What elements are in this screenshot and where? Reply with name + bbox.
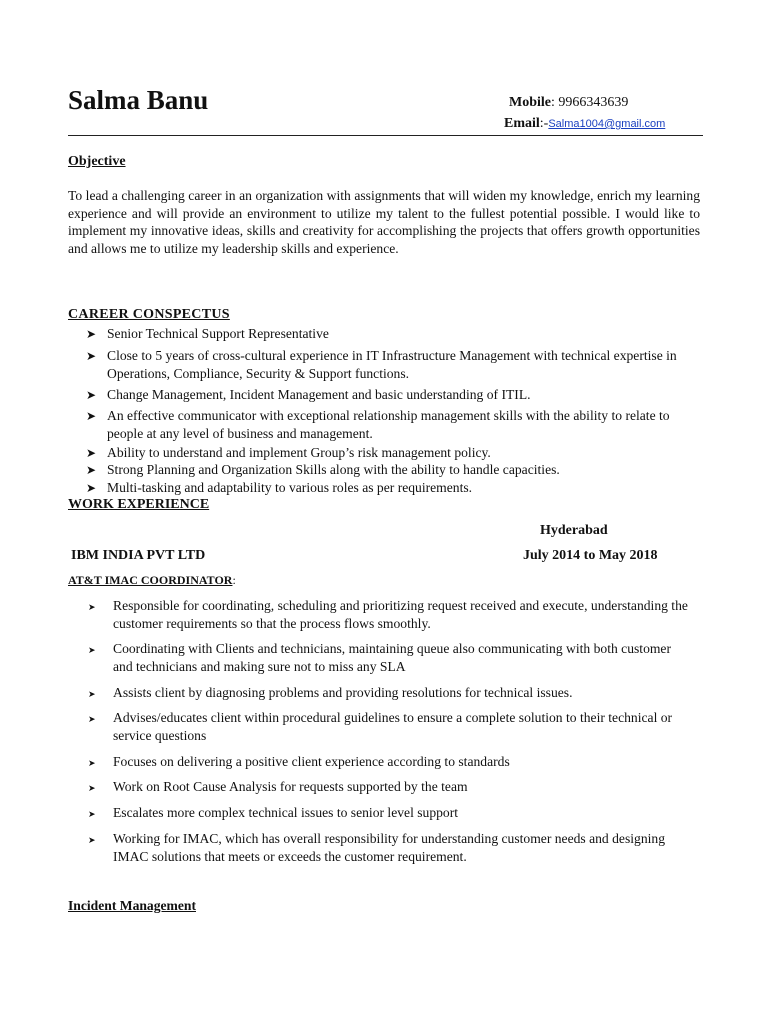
- list-item: ➤ Responsible for coordinating, scheduling and prioritizing request received and execute, understanding the customer requirements so that the process flows smoothly.: [88, 598, 688, 631]
- arrow-bullet-icon: ➤: [86, 349, 97, 363]
- list-item: ➤ Ability to understand and implement Group’s risk management policy.: [86, 445, 491, 460]
- arrow-bullet-icon: ➤: [86, 409, 97, 423]
- arrow-bullet-icon: ➤: [88, 783, 96, 793]
- list-item: ➤ Focuses on delivering a positive client experience according to standards: [88, 753, 688, 771]
- list-item: ➤ Advises/educates client within procedural guidelines to ensure a complete solution to their technical or service questions: [88, 710, 673, 743]
- list-item: ➤ Escalates more complex technical issues to senior level support: [88, 804, 688, 822]
- list-item: ➤ Strong Planning and Organization Skills along with the ability to handle capacities.: [86, 462, 560, 477]
- arrow-bullet-icon: ➤: [88, 645, 96, 655]
- objective-heading: Objective: [68, 154, 126, 169]
- list-item: ➤ Close to 5 years of cross-cultural experience in IT Infrastructure Management with technical expertise in Operations, Compliance, Security & Support functions.: [86, 348, 677, 381]
- arrow-bullet-icon: ➤: [88, 809, 96, 819]
- list-item: ➤ Working for IMAC, which has overall responsibility for understanding customer needs and designing IMAC solutions that meets or exceeds the customer requirement.: [88, 831, 665, 864]
- list-item: ➤ An effective communicator with exceptional relationship management skills with the ability to relate to people at any level of business and management.: [86, 408, 670, 441]
- mobile-value: : 9966343639: [551, 95, 629, 110]
- arrow-bullet-icon: ➤: [86, 481, 97, 495]
- work-experience-heading: WORK EXPERIENCE: [68, 497, 210, 512]
- list-item: ➤ Change Management, Incident Management and basic understanding of ITIL.: [86, 387, 531, 402]
- email-line: [504, 116, 665, 132]
- email-label: Email: [504, 116, 540, 131]
- objective-text: To lead a challenging career in an organization with assignments that will widen my knowledge, enrich my learning experience and will provide an environment to utilize my talent to the fullest potential possible. I would like to implement my innovative ideas, skills and creativity for accomplishing the projects that offers growth opportunities and allows me to utilize my leadership skills and experience.: [68, 188, 700, 256]
- mobile-label: Mobile: [509, 95, 551, 110]
- arrow-bullet-icon: ➤: [88, 689, 96, 699]
- job-role-suffix: :: [232, 573, 236, 587]
- job-role: [68, 573, 236, 588]
- job-role-title: AT&T IMAC COORDINATOR: [68, 573, 233, 587]
- header-divider: [68, 135, 703, 136]
- arrow-bullet-icon: ➤: [86, 388, 97, 402]
- list-item: ➤ Work on Root Cause Analysis for requests supported by the team: [88, 778, 688, 796]
- email-link[interactable]: Salma1004@gmail.com: [548, 118, 666, 130]
- job-dates: July 2014 to May 2018: [523, 548, 658, 563]
- career-conspectus-heading: CAREER CONSPECTUS: [68, 307, 230, 322]
- arrow-bullet-icon: ➤: [86, 463, 97, 477]
- arrow-bullet-icon: ➤: [88, 835, 96, 845]
- mobile-line: [509, 95, 628, 111]
- list-item: ➤ Coordinating with Clients and technicians, maintaining queue also communicating with both customer and technicians and making sure not to miss any SLA: [88, 641, 671, 674]
- arrow-bullet-icon: ➤: [88, 602, 96, 612]
- email-separator: :-: [539, 116, 549, 131]
- company-name: IBM INDIA PVT LTD: [71, 548, 206, 563]
- arrow-bullet-icon: ➤: [88, 714, 96, 724]
- list-item: ➤ Assists client by diagnosing problems and providing resolutions for technical issues.: [88, 684, 688, 702]
- list-item: ➤ Multi-tasking and adaptability to various roles as per requirements.: [86, 480, 473, 495]
- arrow-bullet-icon: ➤: [86, 327, 97, 341]
- list-item: ➤ Senior Technical Support Representative: [86, 326, 329, 341]
- arrow-bullet-icon: ➤: [88, 758, 96, 768]
- candidate-name: Salma Banu: [68, 85, 209, 115]
- job-location: Hyderabad: [540, 523, 608, 538]
- incident-management-heading: Incident Management: [68, 898, 196, 913]
- arrow-bullet-icon: ➤: [86, 446, 97, 460]
